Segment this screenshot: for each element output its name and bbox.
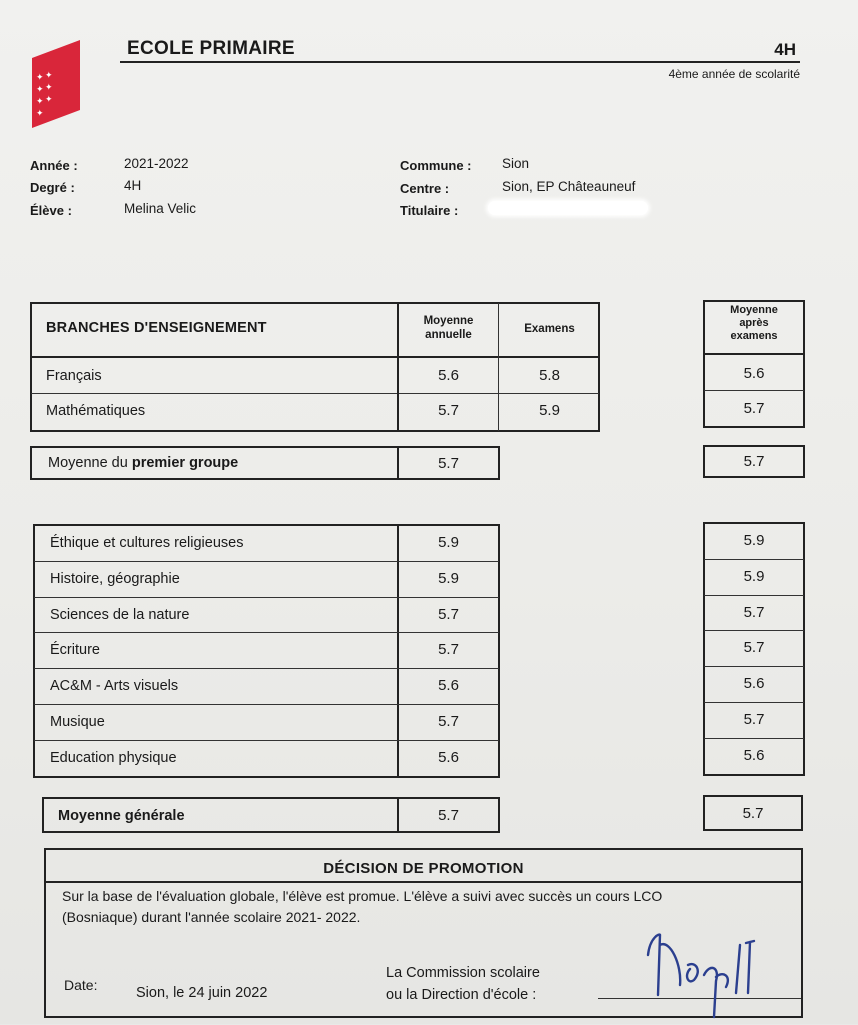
exam-mathematiques: 5.9 — [539, 402, 560, 419]
exam-header: Examens — [524, 323, 575, 335]
after-mathematiques: 5.7 — [743, 400, 765, 417]
eleve-label: Élève : — [30, 203, 72, 218]
exam-francais: 5.8 — [539, 367, 560, 384]
row-divider — [34, 632, 499, 633]
commune-label: Commune : — [400, 158, 472, 173]
subject-annual-average: 5.7 — [438, 641, 459, 659]
commission-label — [386, 962, 540, 1006]
subject-name: Éthique et cultures religieuses — [50, 535, 244, 551]
group1-average-label-a: Moyenne du — [48, 455, 132, 471]
subject-after-exam-average: 5.6 — [743, 675, 765, 693]
row-divider — [34, 740, 499, 741]
group1-average-label — [48, 455, 238, 471]
subject-annual-average: 5.6 — [438, 748, 459, 766]
row-divider — [34, 561, 499, 562]
commune-value: Sion — [502, 156, 530, 171]
subject-after-exam-average: 5.7 — [743, 711, 765, 728]
subject-annual-average: 5.9 — [438, 534, 459, 551]
after-row-divider — [704, 559, 804, 560]
after-row-divider — [704, 738, 804, 739]
commission-label-line1: La Commission scolaire — [386, 965, 540, 981]
branch-column-header: BRANCHES D'ENSEIGNEMENT — [46, 320, 267, 336]
redacted-titulaire — [488, 201, 648, 215]
subject-after-exam-average: 5.9 — [743, 532, 765, 549]
titulaire-label: Titulaire : — [400, 203, 459, 218]
row-divider — [34, 597, 499, 598]
school-title: ECOLE PRIMAIRE — [127, 38, 295, 59]
date-value: Sion, le 24 juin 2022 — [136, 985, 268, 1001]
svg-text:✦: ✦ — [45, 70, 53, 80]
subject-after-exam-average: 5.7 — [743, 639, 765, 657]
svg-text:✦: ✦ — [45, 82, 53, 92]
svg-text:✦: ✦ — [45, 94, 53, 104]
after-exam-header-line1: Moyenne — [730, 304, 778, 316]
subject-annual-average: 5.7 — [438, 605, 459, 623]
svg-text:✦: ✦ — [36, 84, 44, 94]
date-label: Date: — [64, 977, 98, 993]
subject-name: Écriture — [50, 642, 100, 659]
after-row-divider — [704, 666, 804, 667]
group1-after-value: 5.7 — [743, 453, 765, 470]
header-rule — [120, 61, 800, 63]
decision-text — [62, 886, 792, 928]
after-exam-header-line2: après — [739, 317, 769, 329]
decision-title-rule — [45, 881, 802, 883]
avg-francais: 5.6 — [438, 367, 459, 384]
after-header-rule — [704, 353, 804, 355]
after-exam-header — [704, 304, 804, 343]
canton-logo — [30, 38, 82, 130]
decision-title: DÉCISION DE PROMOTION — [323, 860, 524, 877]
subject-francais: Français — [46, 368, 102, 384]
col-divider — [498, 303, 499, 431]
annual-average-header-line1: Moyenne — [423, 315, 474, 327]
row-divider — [34, 704, 499, 705]
centre-value: Sion, EP Châteauneuf — [502, 179, 636, 194]
subject-annual-average: 5.7 — [438, 713, 459, 730]
after-francais: 5.6 — [743, 365, 765, 382]
after-row-divider — [704, 702, 804, 703]
degre-label: Degré : — [30, 180, 75, 195]
school-year-subtitle: 4ème année de scolarité — [668, 67, 800, 81]
subject-after-exam-average: 5.6 — [743, 746, 765, 764]
subject-annual-average: 5.9 — [438, 569, 459, 587]
avg-mathematiques: 5.7 — [438, 402, 459, 419]
general-average-label: Moyenne générale — [58, 808, 185, 824]
annual-average-header — [399, 314, 498, 342]
group1-average-value: 5.7 — [438, 455, 459, 472]
eleve-value: Melina Velic — [124, 201, 197, 216]
subject-name: Education physique — [50, 749, 177, 766]
subject-after-exam-average: 5.9 — [743, 567, 765, 585]
handwritten-signature — [600, 925, 800, 1025]
subject-annual-average: 5.6 — [438, 677, 459, 695]
grade-badge: 4H — [774, 40, 796, 59]
after-row-divider — [704, 595, 804, 596]
table-header-rule — [31, 356, 599, 358]
subject-name: Musique — [50, 714, 105, 730]
annual-average-header-line2: annuelle — [425, 329, 472, 341]
after-exam-header-line3: examens — [730, 330, 778, 342]
after-row-divider — [704, 390, 804, 391]
row-divider — [34, 668, 499, 669]
svg-text:✦: ✦ — [36, 108, 44, 118]
centre-label: Centre : — [400, 181, 450, 196]
annee-label: Année : — [30, 158, 78, 173]
svg-text:✦: ✦ — [36, 96, 44, 106]
degre-value: 4H — [124, 178, 142, 193]
general-after-value: 5.7 — [742, 805, 764, 822]
annee-value: 2021-2022 — [124, 156, 189, 171]
subject-after-exam-average: 5.7 — [743, 603, 765, 621]
subject-name: Histoire, géographie — [50, 570, 180, 587]
row-divider — [31, 393, 599, 394]
decision-text-line1: Sur la base de l'évaluation globale, l'élève est promue. L'élève a suivi avec succès un cours LCO — [62, 888, 663, 904]
subject-mathematiques: Mathématiques — [46, 403, 146, 419]
subject-name: Sciences de la nature — [50, 606, 190, 623]
subject-name: AC&M - Arts visuels — [50, 678, 179, 695]
general-average-value: 5.7 — [438, 807, 459, 824]
decision-text-line2: (Bosniaque) durant l'année scolaire 2021- 2022. — [62, 909, 361, 925]
group1-average-label-b: premier groupe — [131, 455, 239, 471]
commission-label-line2: ou la Direction d'école : — [386, 987, 537, 1003]
svg-text:✦: ✦ — [36, 72, 44, 82]
after-row-divider — [704, 630, 804, 631]
